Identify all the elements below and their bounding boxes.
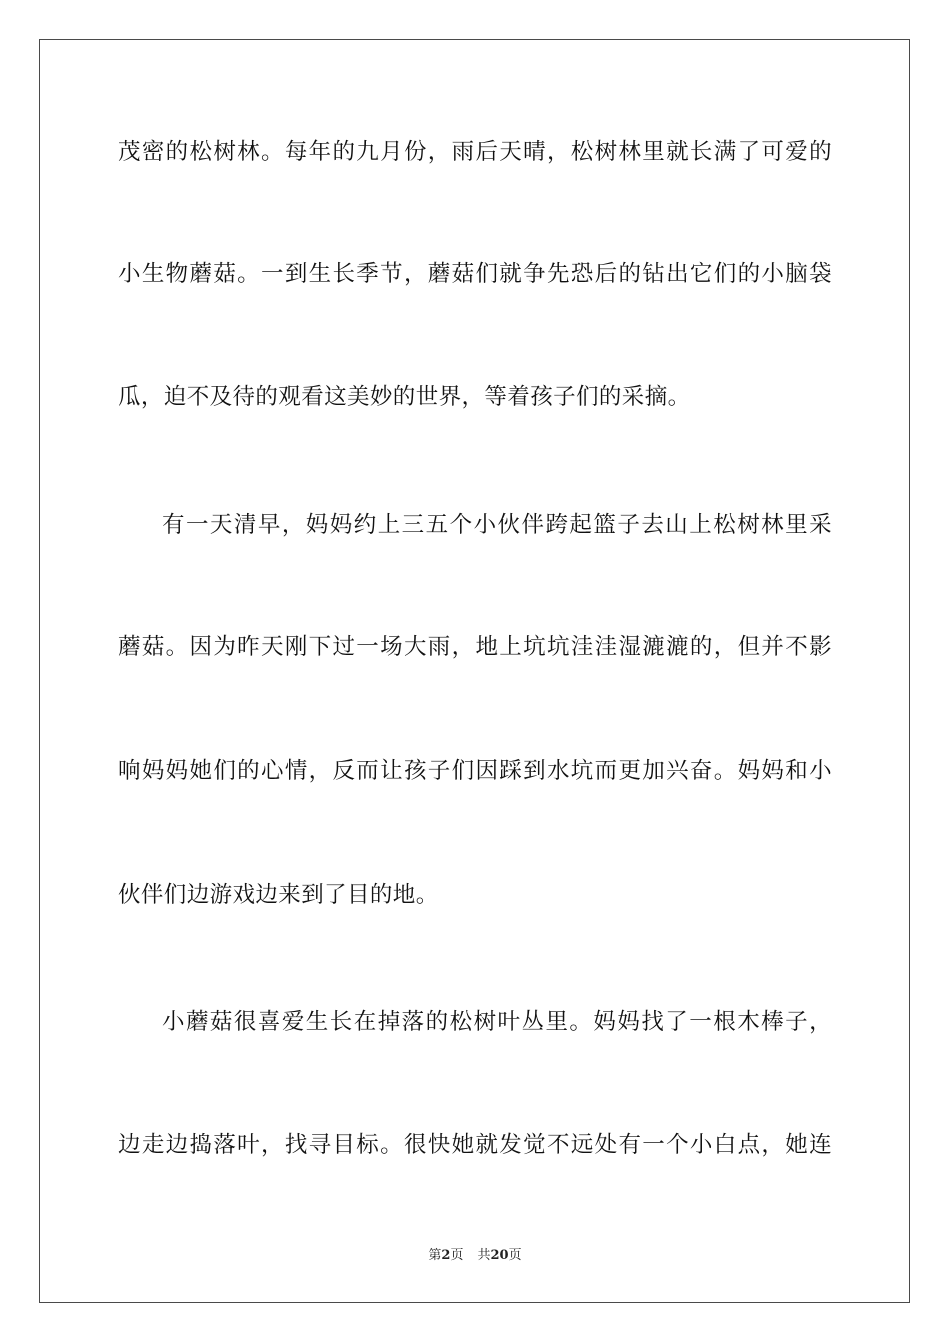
text-line-7: 伙伴们边游戏边来到了目的地。 bbox=[118, 882, 439, 908]
text-line-3: 瓜，迫不及待的观看这美妙的世界，等着孩子们的采摘。 bbox=[118, 384, 691, 410]
total-suffix: 页 bbox=[508, 1248, 522, 1263]
page-number: 2 bbox=[441, 1248, 451, 1263]
text-line-5: 蘑菇。因为昨天刚下过一场大雨，地上坑坑洼洼湿漉漉的，但并不影 bbox=[118, 634, 832, 660]
page-border bbox=[39, 39, 910, 1303]
text-line-6: 响妈妈她们的心情，反而让孩子们因踩到水坑而更加兴奋。妈妈和小 bbox=[118, 758, 832, 784]
text-line-9: 边走边捣落叶，找寻目标。很快她就发觉不远处有一个小白点，她连 bbox=[118, 1132, 832, 1158]
text-line-8: 小蘑菇很喜爱生长在掉落的松树叶丛里。妈妈找了一根木棒子， bbox=[162, 1009, 832, 1035]
text-line-2: 小生物蘑菇。一到生长季节，蘑菇们就争先恐后的钻出它们的小脑袋 bbox=[118, 261, 832, 287]
page-suffix: 页 bbox=[450, 1248, 464, 1263]
page-footer bbox=[0, 1247, 950, 1265]
total-prefix: 共 bbox=[477, 1248, 491, 1263]
page-prefix: 第 bbox=[428, 1248, 442, 1263]
text-line-4: 有一天清早，妈妈约上三五个小伙伴跨起篮子去山上松树林里采 bbox=[162, 512, 832, 538]
text-line-1: 茂密的松树林。每年的九月份，雨后天晴，松树林里就长满了可爱的 bbox=[118, 139, 832, 165]
total-pages: 20 bbox=[490, 1248, 509, 1263]
